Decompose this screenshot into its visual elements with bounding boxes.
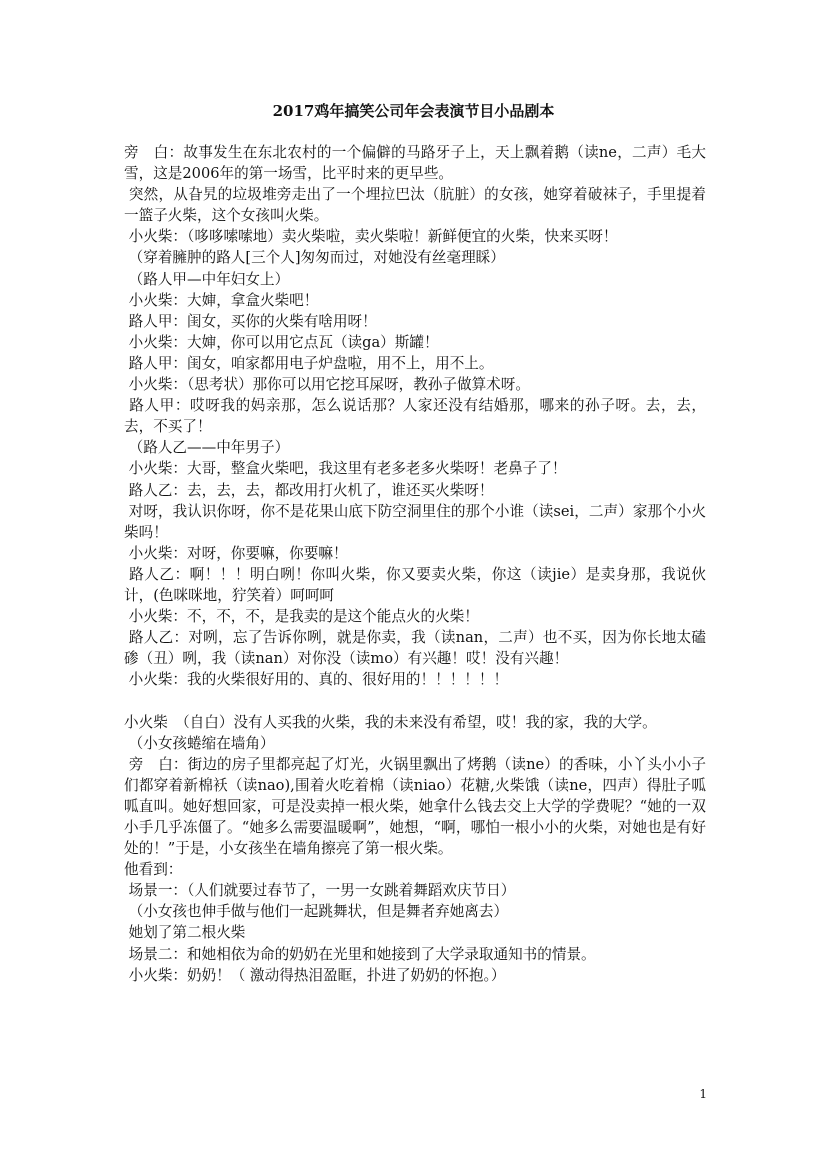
paragraph: （路人乙——中年男子） [124, 439, 290, 457]
paragraph: （小女孩蜷缩在墙角） [124, 734, 275, 752]
paragraph: 突然，从旮旯的垃圾堆旁走出了一个埋拉巴汰（肮脏）的女孩，她穿着破袜子，手里提着一篮子火柴，这个女孩叫火柴。 [124, 186, 706, 225]
paragraph: 路人甲：闺女，咱家都用电子炉盘啦，用不上，用不上。 [124, 354, 494, 372]
paragraph: 小火柴：（思考状）那你可以用它挖耳屎呀，教孙子做算术呀。 [124, 376, 530, 394]
paragraph: 路人甲：闺女，买你的火柴有啥用呀！ [124, 312, 377, 330]
paragraph: 小火柴：对呀，你要嘛，你要嘛！ [124, 544, 348, 562]
paragraph: 他看到： [124, 861, 183, 879]
paragraph: 小火柴：（哆哆嗦嗦地）卖火柴啦，卖火柴啦！新鲜便宜的火柴，快来买呀！ [124, 228, 618, 246]
page-number: 1 [699, 1087, 707, 1101]
paragraph: 小火柴 （自白）没有人买我的火柴，我的未来没有希望，哎！我的家，我的大学。 [124, 713, 657, 731]
paragraph: 路人乙：去，去，去，都改用打火机了，谁还买火柴呀！ [124, 481, 494, 499]
paragraph: 路人乙：对咧，忘了告诉你咧，就是你卖，我（读nan，二声）也不买，因为你长地太磕碜（丑）咧，我（读nan）对你没（读mo）有兴趣！哎！没有兴趣！ [124, 629, 706, 668]
paragraph: 场景二：和她相依为命的奶奶在光里和她接到了大学录取通知书的情景。 [124, 945, 596, 963]
paragraph: 小火柴：不，不，不，是我卖的是这个能点火的火柴！ [124, 608, 479, 626]
paragraph: （小女孩也伸手做与他们一起跳舞状，但是舞者弃她离去） [124, 903, 509, 921]
paragraph: 路人甲：哎呀我的妈亲那，怎么说话那？人家还没有结婚那，哪来的孙子呀。去，去，去，不买了！ [124, 397, 706, 436]
paragraph: （穿着臃肿的路人[三个人]匆匆而过，对她没有丝毫理睬） [124, 249, 505, 267]
paragraph: 对呀，我认识你呀，你不是花果山底下防空洞里住的那个小谁（读sei，二声）家那个小火柴吗！ [124, 502, 706, 541]
paragraph: 旁 白：街边的房子里都亮起了灯光，火锅里飘出了烤鹅（读ne）的香味，小丫头小小子们都穿着新棉袄（读nao),围着火吃着棉（读niao）花糖,火柴饿（读ne，四声）得肚子呱呱直叫。她好想回家，可是没卖掉一根火柴，她拿什么钱去交上大学的学费呢？“她的一双小手几乎冻僵了。“她多么需要温暖啊”，她想，“啊，哪怕一根小小的火柴，对她也是有好处的！”于是，小女孩坐在墙角擦亮了第一根火柴。 [124, 755, 706, 858]
paragraph: 小火柴：大婶，拿盒火柴吧！ [124, 291, 319, 309]
paragraph: 路人乙：啊！！！明白咧！你叫火柴，你又要卖火柴，你这（读jie）是卖身那，我说伙计，(色咪咪地，狞笑着）呵呵呵 [124, 565, 706, 604]
paragraph: 小火柴：我的火柴很好用的、真的、很好用的！！！！！！ [124, 671, 509, 689]
paragraph: 小火柴：大婶，你可以用它点瓦（读ga）斯罐！ [124, 333, 439, 351]
document-body [124, 142, 706, 986]
paragraph: 她划了第二根火柴 [124, 924, 246, 942]
blank-line [124, 690, 706, 711]
paragraph: 小火柴：奶奶！（ 激动得热泪盈眶，扑进了奶奶的怀抱。） [124, 966, 506, 984]
document-title: 2017鸡年搞笑公司年会表演节目小品剧本 [272, 102, 555, 120]
paragraph: 旁 白：故事发生在东北农村的一个偏僻的马路牙子上，天上飘着鹅（读ne，二声）毛大雪，这是2006年的第一场雪，比平时来的更早些。 [124, 144, 706, 183]
paragraph: 小火柴：大哥，整盒火柴吧，我这里有老多老多火柴呀！老鼻子了！ [124, 460, 567, 478]
paragraph: （路人甲—中年妇女上） [124, 270, 290, 288]
paragraph: 场景一：（人们就要过春节了，一男一女跳着舞蹈欢庆节日） [124, 882, 516, 900]
